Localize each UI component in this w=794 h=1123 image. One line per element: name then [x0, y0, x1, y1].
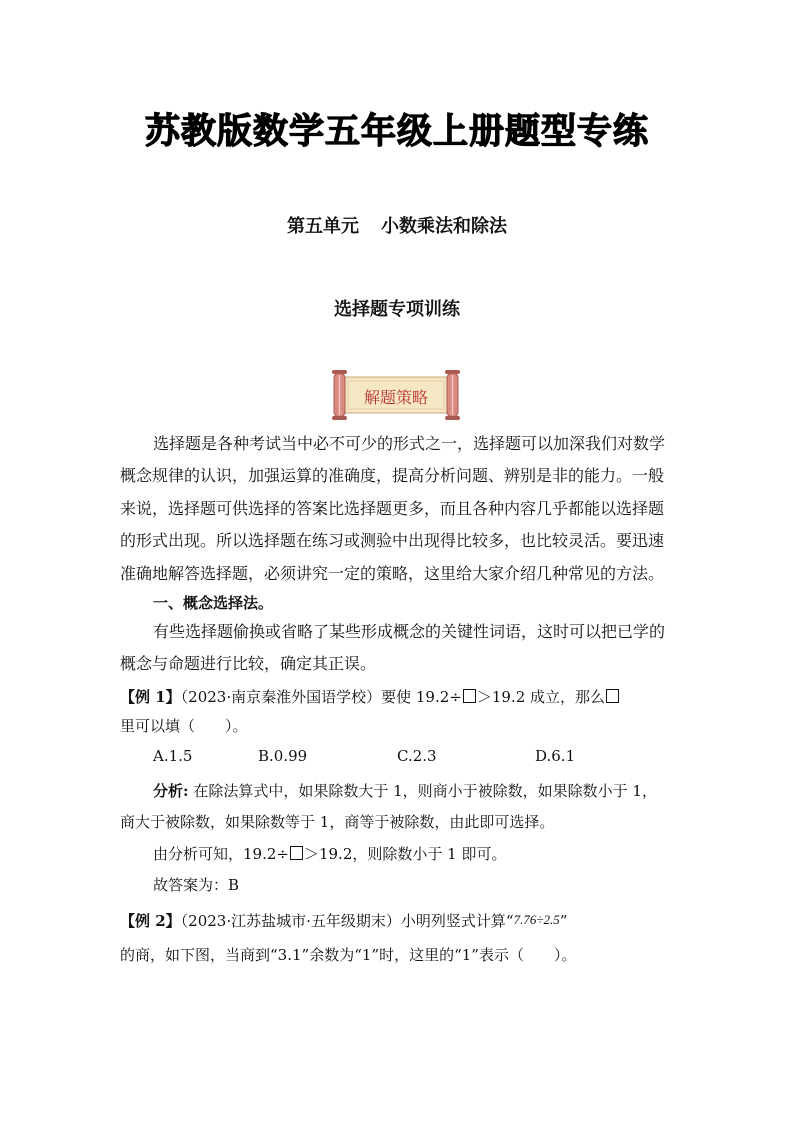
main-title: 苏教版数学五年级上册题型专练 [144, 112, 649, 152]
blank-box-icon [463, 689, 476, 703]
unit-number: 第五单元 [287, 216, 359, 237]
example2-label: 【例 2】 [120, 912, 181, 930]
example1-question-line2: 里可以填（ ）。 [120, 717, 248, 735]
example1-question: 【例 1】（2023·南京秦淮外国语学校）要使 19.2÷ ＞19.2 成立，那么 [120, 687, 680, 707]
example1-source: （2023·南京秦淮外国语学校） [180, 688, 382, 706]
analysis-label: 分析: [153, 782, 189, 800]
example2-question: 【例 2】（2023·江苏盐城市·五年级期末）小明列竖式计算“7.76÷2.5” [120, 912, 568, 930]
example1-answer: 故答案为：B [153, 876, 240, 894]
method1-text: 有些选择题偷换或省略了某些形成概念的关键性词语，这时可以把已学的概念与命题进行比较，确定其正误。 [120, 622, 666, 674]
unit-subtitle [0, 212, 794, 238]
choice-b: B.0.99 [258, 747, 308, 765]
choice-d: D.6.1 [535, 747, 576, 765]
strategy-banner [330, 370, 462, 420]
division-expression: 7.76÷2.5 [513, 912, 560, 927]
example2-source: （2023·江苏盐城市·五年级期末） [180, 912, 401, 930]
blank-box-icon [290, 846, 303, 860]
banner-label: 解题策略 [363, 388, 428, 407]
unit-topic: 小数乘法和除法 [381, 216, 507, 237]
choice-a: A.1.5 [153, 747, 193, 765]
intro-paragraph: 选择题是各种考试当中必不可少的形式之一，选择题可以加深我们对数学概念规律的认识，加强运算的准确度，提高分析问题、辨别是非的能力。一般来说，选择题可供选择的答案比选择题更多，而且各种内容几乎都能以选择题的形式出现。所以选择题在练习或测验中出现得比较多，也比较灵活。要迅速准确地解答选择题，必须讲究一定的策略，这里给大家介绍几种常见的方法。 [120, 434, 666, 583]
method1-heading: 一、概念选择法。 [153, 594, 274, 612]
example1-analysis-line2: 商大于被除数，如果除数等于 1，商等于被除数，由此即可选择。 [120, 813, 555, 831]
choice-c: C.2.3 [397, 747, 437, 765]
example2-question-line2: 的商，如下图，当商到“3.1”余数为“1”时，这里的“1”表示（ ）。 [120, 946, 577, 964]
example1-reasoning: 由分析可知，19.2÷ ＞19.2，则除数小于 1 即可。 [153, 845, 507, 863]
blank-box-icon [606, 689, 619, 703]
example1-label: 【例 1】 [120, 688, 181, 706]
section-title: 选择题专项训练 [334, 299, 460, 320]
example1-analysis: 分析: 在除法算式中，如果除数大于 1，则商小于被除数，如果除数小于 1， [153, 782, 657, 800]
